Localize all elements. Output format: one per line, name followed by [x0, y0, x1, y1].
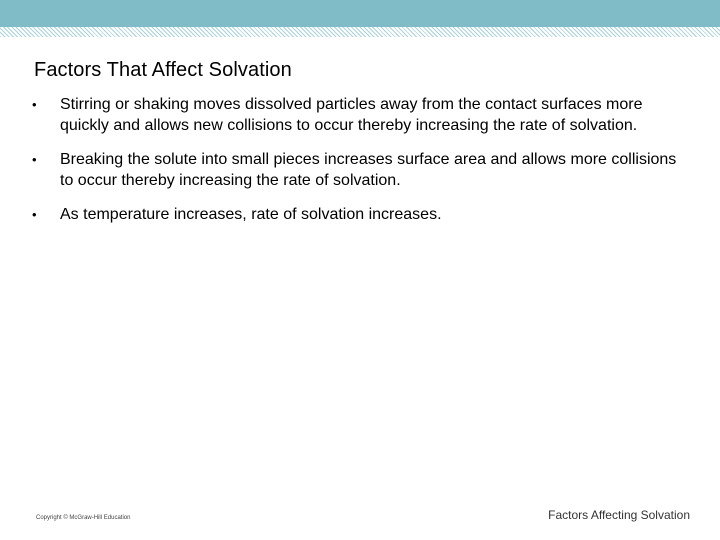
header-band [0, 0, 720, 27]
bullet-text: As temperature increases, rate of solvation increases. [60, 206, 442, 223]
bullet-item-temperature [32, 204, 682, 225]
bullet-item-surface-area [32, 149, 682, 191]
bullet-item-stirring [32, 94, 682, 136]
footer-section-title: Factors Affecting Solvation [548, 508, 690, 522]
copyright-notice: Copyright © McGraw-Hill Education [36, 515, 131, 521]
bullet-text: Stirring or shaking moves dissolved particles away from the contact surfaces more quickly and allows new collisions to occur thereby increasing the rate of solvation. [60, 96, 643, 134]
slide-title: Factors That Affect Solvation [34, 59, 292, 81]
header-hatch-strip [0, 27, 720, 37]
bullet-dot-icon: • [32, 97, 37, 112]
bullet-dot-icon: • [32, 152, 37, 167]
bullet-list [32, 94, 682, 238]
bullet-text: Breaking the solute into small pieces increases surface area and allows more collisions to occur thereby increasing the rate of solvation. [60, 151, 677, 189]
bullet-dot-icon: • [32, 207, 37, 222]
